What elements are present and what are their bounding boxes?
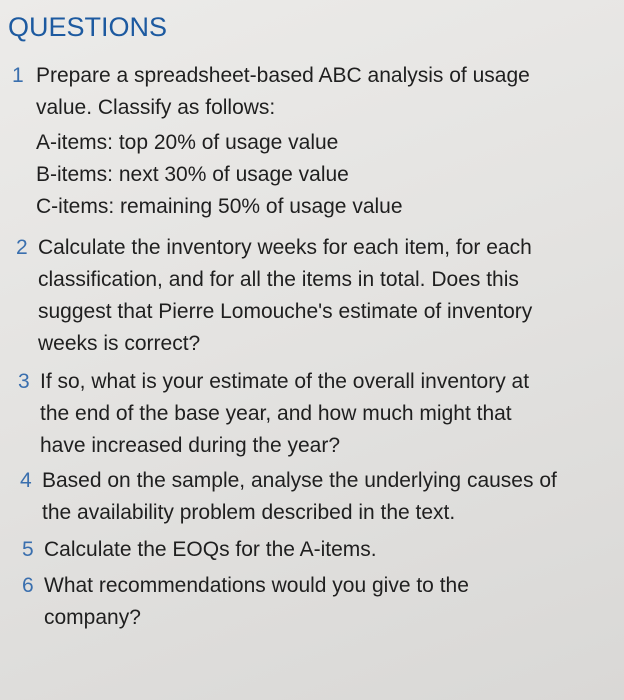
question-text xyxy=(44,570,469,634)
question-line: suggest that Pierre Lomouche's estimate of inventory xyxy=(38,300,533,323)
question-number: 3 xyxy=(18,370,30,393)
page-title: QUESTIONS xyxy=(8,12,168,42)
question-line: classification, and for all the items in total. Does this xyxy=(38,268,519,291)
question-line: have increased during the year? xyxy=(40,434,341,457)
question-text xyxy=(36,60,530,223)
question-line: What recommendations would you give to the xyxy=(44,574,469,597)
question-line: A-items: top 20% of usage value xyxy=(36,131,339,154)
question-text xyxy=(42,465,557,529)
question-line: Calculate the EOQs for the A-items. xyxy=(44,538,377,561)
question-line: Prepare a spreadsheet-based ABC analysis of usage xyxy=(36,64,530,87)
question-line: the end of the base year, and how much might that xyxy=(40,402,512,425)
question-number: 4 xyxy=(20,469,32,492)
question-line: the availability problem described in the text. xyxy=(42,501,456,524)
question-line: Calculate the inventory weeks for each item, for each xyxy=(38,236,532,259)
question-line: B-items: next 30% of usage value xyxy=(36,163,349,186)
question-line: Based on the sample, analyse the underlying causes of xyxy=(42,469,557,492)
question-line: C-items: remaining 50% of usage value xyxy=(36,195,403,218)
question-number: 5 xyxy=(22,538,34,561)
question-text xyxy=(44,534,377,566)
question-line: If so, what is your estimate of the overall inventory at xyxy=(40,370,530,393)
question-text xyxy=(40,366,529,462)
question-line: weeks is correct? xyxy=(38,332,201,355)
question-number: 6 xyxy=(22,574,34,597)
question-line: company? xyxy=(44,606,141,629)
question-number: 1 xyxy=(12,64,24,87)
question-line: value. Classify as follows: xyxy=(36,96,276,119)
question-text xyxy=(38,232,532,360)
question-number: 2 xyxy=(16,236,28,259)
